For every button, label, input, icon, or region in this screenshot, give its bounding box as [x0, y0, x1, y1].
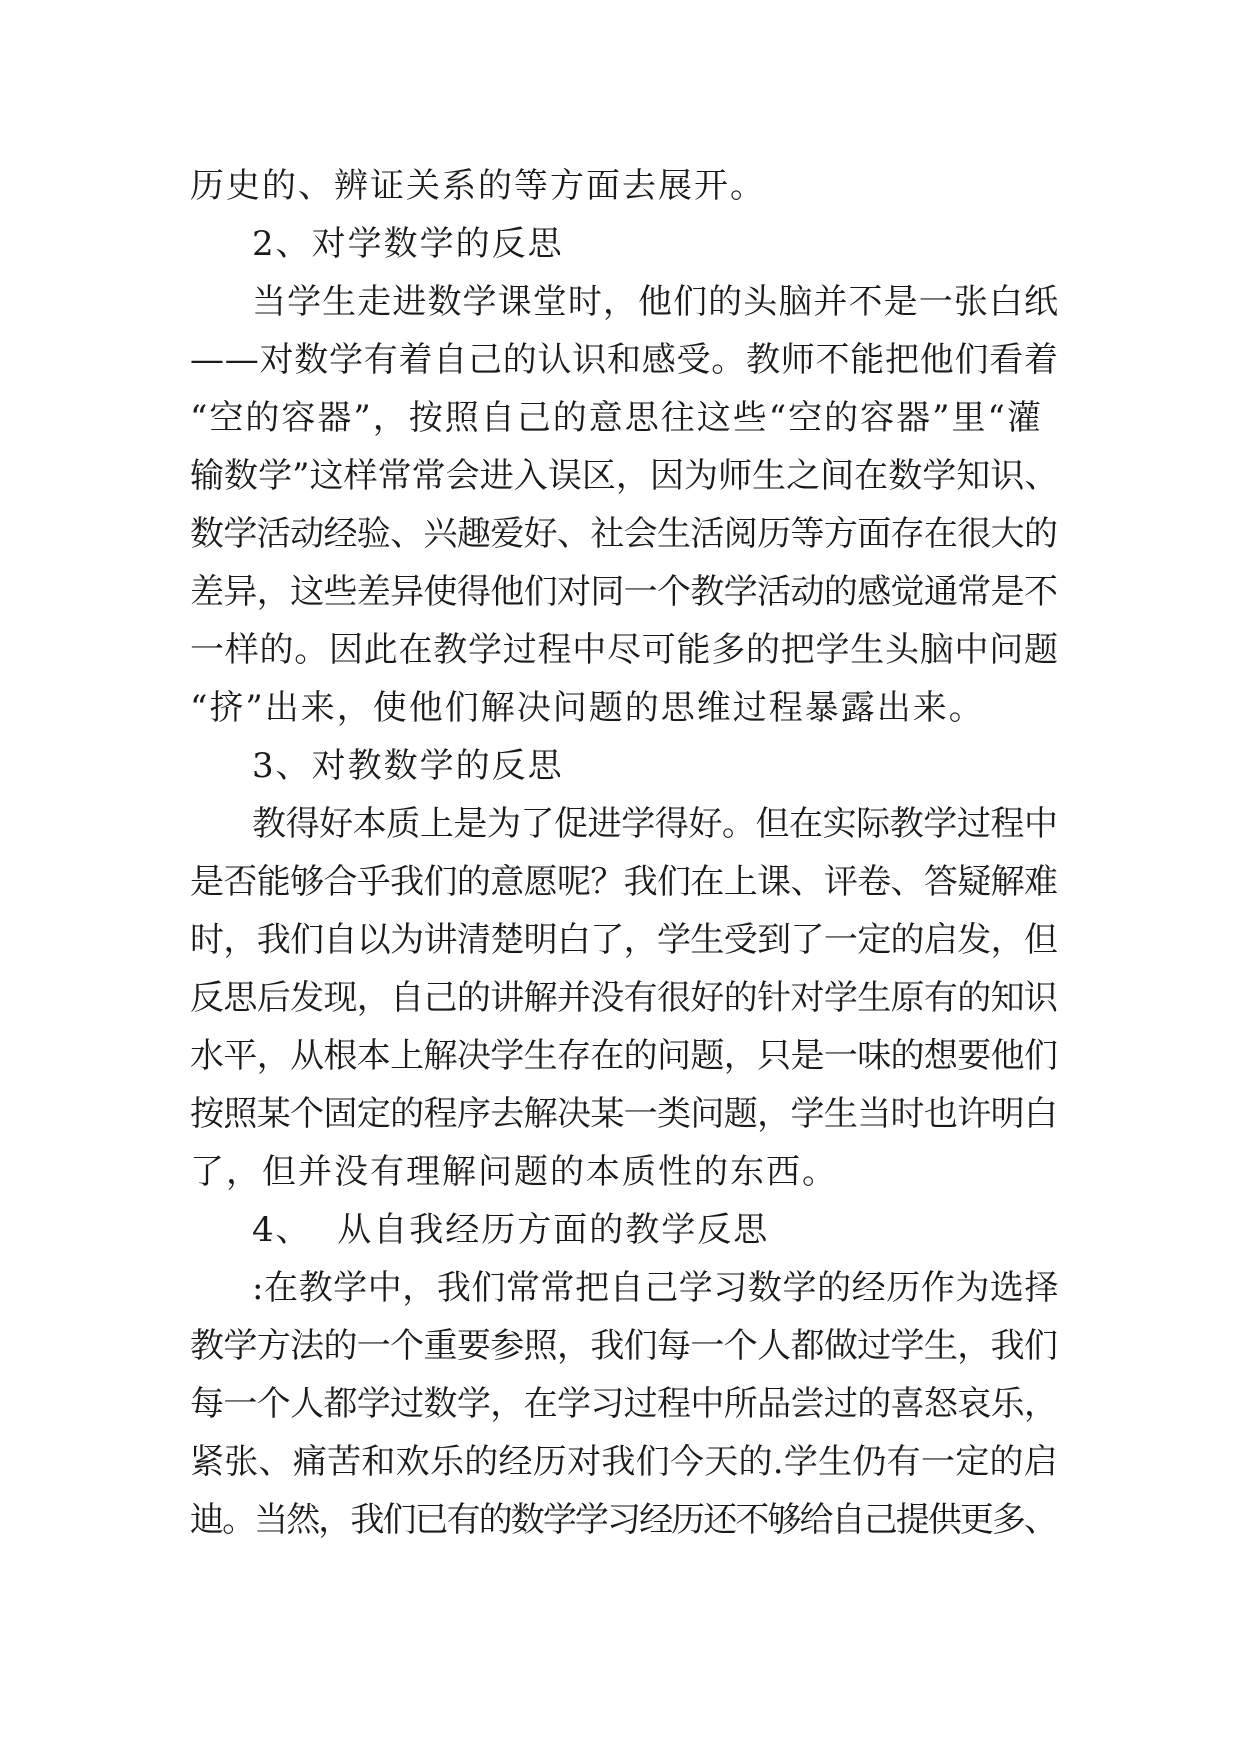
section-heading: 3、对教数学的反思: [252, 746, 564, 786]
text-line: 水平，从根本上解决学生存在的问题，只是一味的想要他们: [190, 1036, 1058, 1076]
text-line: 了，但并没有理解问题的本质性的东西。: [190, 1152, 838, 1192]
text-line: 按照某个固定的程序去解决某一类问题，学生当时也许明白: [190, 1094, 1058, 1134]
text-line: ——对数学有着自己的认识和感受。教师不能把他们看着: [190, 340, 1059, 380]
text-line: 历史的、辨证关系的等方面去展开。: [190, 166, 766, 206]
text-line: 一样的。因此在教学过程中尽可能多的把学生头脑中问题: [190, 630, 1059, 670]
text-line: 差异，这些差异使得他们对同一个教学活动的感觉通常是不: [190, 572, 1058, 612]
text-line: 数学活动经验、兴趣爱好、社会生活阅历等方面存在很大的: [190, 514, 1058, 554]
section-heading: 2、对学数学的反思: [252, 224, 564, 264]
text-line: 紧张、痛苦和欢乐的经历对我们今天的.学生仍有一定的启: [190, 1442, 1059, 1482]
text-line: 输数学”这样常常会进入误区，因为师生之间在数学知识、: [190, 456, 1059, 496]
text-line: “挤”出来，使他们解决问题的思维过程暴露出来。: [190, 688, 985, 728]
section-heading: 4、 从自我经历方面的教学反思: [252, 1210, 770, 1250]
text-line: 迪。当然，我们已有的数学学习经历还不够给自己提供更多、: [190, 1500, 1057, 1540]
text-line: :在教学中，我们常常把自己学习数学的经历作为选择: [252, 1268, 1060, 1308]
text-line: 是否能够合乎我们的意愿呢？我们在上课、评卷、答疑解难: [190, 862, 1058, 902]
text-line: 每一个人都学过数学，在学习过程中所品尝过的喜怒哀乐，: [190, 1384, 1058, 1424]
text-line: 反思后发现，自己的讲解并没有很好的针对学生原有的知识: [190, 978, 1058, 1018]
text-line: 教学方法的一个重要参照，我们每一个人都做过学生，我们: [190, 1326, 1058, 1366]
text-line: 时，我们自以为讲清楚明白了，学生受到了一定的启发，但: [190, 920, 1058, 960]
text-line: 教得好本质上是为了促进学得好。但在实际教学过程中: [252, 804, 1058, 844]
text-line: 当学生走进数学课堂时，他们的头脑并不是一张白纸: [252, 282, 1060, 322]
text-line: “空的容器”，按照自己的意思往这些“空的容器”里“灌: [190, 398, 1043, 438]
